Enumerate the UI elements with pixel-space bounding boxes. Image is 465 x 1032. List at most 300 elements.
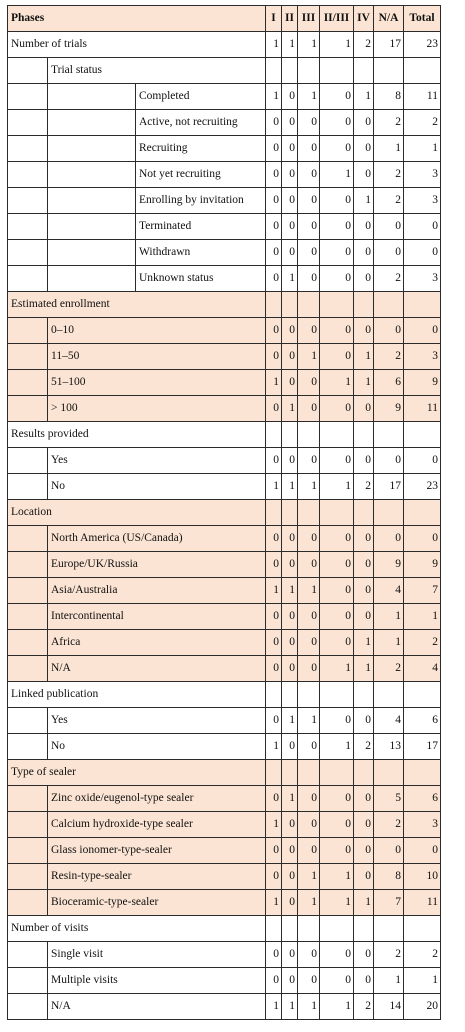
row-label: 0–10 [48,318,266,344]
value-cell [354,682,374,708]
value-cell: 0 [266,162,282,188]
value-cell: 0 [298,526,320,552]
value-cell: 11 [404,890,441,916]
value-cell: 0 [354,708,374,734]
value-cell: 0 [282,136,298,162]
table-row [8,448,441,474]
value-cell: 1 [298,474,320,500]
value-cell: 0 [266,942,282,968]
value-cell: 2 [354,994,374,1020]
indent-cell [8,448,48,474]
value-cell: 4 [374,578,404,604]
value-cell: 0 [266,604,282,630]
indent-cell [8,84,48,110]
value-cell: 0 [282,214,298,240]
value-cell: 0 [298,110,320,136]
row-label: Recruiting [136,136,266,162]
table-row [8,578,441,604]
value-cell [404,422,441,448]
row-label: North America (US/Canada) [48,526,266,552]
value-cell: 1 [266,474,282,500]
value-cell: 0 [298,786,320,812]
indent-cell [8,890,48,916]
row-label: No [48,734,266,760]
value-cell: 2 [354,734,374,760]
indent-cell [48,266,136,292]
value-cell [298,58,320,84]
value-cell [404,916,441,942]
value-cell [320,760,354,786]
value-cell [354,422,374,448]
table-row [8,162,441,188]
value-cell: 0 [266,708,282,734]
value-cell [282,58,298,84]
value-cell: 1 [404,136,441,162]
value-cell [404,682,441,708]
value-cell: 1 [404,968,441,994]
row-label: Location [8,500,266,526]
table-row [8,370,441,396]
indent-cell [8,162,48,188]
value-cell: 0 [320,942,354,968]
value-cell: 0 [266,318,282,344]
value-cell: 0 [298,396,320,422]
indent-cell [8,838,48,864]
value-cell: 0 [320,552,354,578]
value-cell [298,682,320,708]
value-cell: 0 [320,812,354,838]
row-label: Enrolling by invitation [136,188,266,214]
value-cell: 0 [282,812,298,838]
value-cell: 2 [354,474,374,500]
value-cell: 0 [266,188,282,214]
table-row [8,32,441,58]
value-cell: 2 [404,630,441,656]
value-cell: 0 [282,110,298,136]
value-cell [320,58,354,84]
indent-cell [8,786,48,812]
row-label: Bioceramic-type-sealer [48,890,266,916]
table-row [8,760,441,786]
value-cell: 3 [404,812,441,838]
value-cell: 0 [298,136,320,162]
value-cell: 6 [404,786,441,812]
value-cell [354,292,374,318]
value-cell: 1 [298,864,320,890]
value-cell: 0 [354,838,374,864]
value-cell: 0 [354,526,374,552]
value-cell: 0 [282,344,298,370]
table-row [8,656,441,682]
table-row [8,292,441,318]
value-cell: 1 [374,604,404,630]
value-cell: 0 [320,630,354,656]
table-row [8,786,441,812]
value-cell: 0 [298,318,320,344]
row-label: Unknown status [136,266,266,292]
value-cell: 2 [404,942,441,968]
value-cell: 0 [282,240,298,266]
table-row [8,942,441,968]
value-cell: 2 [354,32,374,58]
value-cell [374,422,404,448]
table-row [8,84,441,110]
value-cell: 0 [266,526,282,552]
value-cell: 0 [320,448,354,474]
value-cell: 0 [354,786,374,812]
indent-cell [48,136,136,162]
value-cell: 0 [298,370,320,396]
row-label: > 100 [48,396,266,422]
value-cell: 0 [282,942,298,968]
value-cell: 2 [374,266,404,292]
value-cell: 1 [298,708,320,734]
value-cell [404,500,441,526]
row-label: Terminated [136,214,266,240]
value-cell: 0 [298,240,320,266]
value-cell: 1 [320,890,354,916]
value-cell: 0 [404,240,441,266]
value-cell [354,916,374,942]
table-row [8,318,441,344]
value-cell: 1 [320,656,354,682]
value-cell: 0 [354,448,374,474]
value-cell: 6 [374,370,404,396]
value-cell [404,58,441,84]
value-cell: 1 [320,370,354,396]
value-cell: 0 [266,110,282,136]
table-row [8,526,441,552]
value-cell: 0 [266,968,282,994]
table-row [8,396,441,422]
value-cell: 0 [320,84,354,110]
value-cell: 0 [298,838,320,864]
row-label: Yes [48,708,266,734]
value-cell: 0 [320,110,354,136]
value-cell: 7 [404,578,441,604]
value-cell: 0 [320,240,354,266]
value-cell: 2 [404,110,441,136]
indent-cell [8,188,48,214]
value-cell: 0 [282,370,298,396]
value-cell: 0 [320,214,354,240]
value-cell: 1 [354,370,374,396]
value-cell [374,500,404,526]
value-cell: 0 [298,188,320,214]
indent-cell [8,318,48,344]
value-cell: 1 [266,370,282,396]
value-cell: 0 [354,396,374,422]
value-cell [266,292,282,318]
value-cell: 0 [266,344,282,370]
value-cell: 0 [298,162,320,188]
table-row [8,916,441,942]
indent-cell [8,266,48,292]
value-cell [374,292,404,318]
value-cell [374,760,404,786]
row-label: Completed [136,84,266,110]
value-cell: 0 [266,864,282,890]
value-cell: 0 [354,136,374,162]
value-cell [266,760,282,786]
value-cell: 2 [374,188,404,214]
value-cell [298,422,320,448]
table-row [8,136,441,162]
row-label: 11–50 [48,344,266,370]
value-cell: 4 [374,708,404,734]
value-cell: 0 [320,526,354,552]
row-label: Europe/UK/Russia [48,552,266,578]
value-cell: 1 [298,994,320,1020]
value-cell: 0 [320,708,354,734]
row-label: Linked publication [8,682,266,708]
indent-cell [8,942,48,968]
value-cell: 0 [298,448,320,474]
indent-cell [8,58,48,84]
value-cell: 0 [374,240,404,266]
value-cell [374,916,404,942]
value-cell: 0 [266,136,282,162]
value-cell: 0 [298,214,320,240]
value-cell [320,292,354,318]
value-cell: 1 [298,32,320,58]
table-row [8,604,441,630]
value-cell: 1 [354,84,374,110]
value-cell: 0 [404,526,441,552]
value-cell [266,58,282,84]
value-cell: 0 [354,864,374,890]
indent-cell [8,968,48,994]
value-cell: 8 [374,864,404,890]
row-label: Resin-type-sealer [48,864,266,890]
value-cell: 0 [266,552,282,578]
value-cell: 2 [374,942,404,968]
value-cell: 2 [374,110,404,136]
value-cell [354,58,374,84]
indent-cell [8,734,48,760]
value-cell: 0 [282,630,298,656]
table-row [8,968,441,994]
value-cell [282,500,298,526]
value-cell: 0 [354,110,374,136]
header-cell: II/III [320,6,354,32]
value-cell: 23 [404,474,441,500]
row-label: Calcium hydroxide-type sealer [48,812,266,838]
value-cell: 1 [320,864,354,890]
value-cell [266,916,282,942]
indent-cell [48,84,136,110]
value-cell [266,682,282,708]
indent-cell [8,396,48,422]
value-cell: 0 [320,604,354,630]
value-cell: 0 [282,604,298,630]
value-cell: 0 [354,604,374,630]
value-cell: 1 [266,994,282,1020]
value-cell: 0 [354,266,374,292]
table-row [8,734,441,760]
header-cell: IV [354,6,374,32]
value-cell [298,760,320,786]
value-cell: 1 [266,32,282,58]
indent-cell [8,474,48,500]
header-cell: I [266,6,282,32]
value-cell: 9 [404,370,441,396]
value-cell: 0 [320,396,354,422]
value-cell: 0 [266,838,282,864]
value-cell: 1 [374,968,404,994]
value-cell: 1 [282,994,298,1020]
value-cell: 0 [320,266,354,292]
value-cell: 0 [298,266,320,292]
indent-cell [8,526,48,552]
value-cell [298,500,320,526]
table-row [8,838,441,864]
table-row [8,552,441,578]
value-cell: 0 [266,448,282,474]
value-cell [282,916,298,942]
table-row [8,474,441,500]
value-cell: 9 [374,552,404,578]
indent-cell [8,708,48,734]
row-label: Active, not recruiting [136,110,266,136]
row-label: Withdrawn [136,240,266,266]
row-label: Asia/Australia [48,578,266,604]
value-cell: 0 [354,968,374,994]
value-cell: 0 [354,214,374,240]
row-label: 51–100 [48,370,266,396]
value-cell: 0 [320,786,354,812]
value-cell: 0 [282,188,298,214]
value-cell [282,292,298,318]
table-row [8,994,441,1020]
value-cell [282,760,298,786]
value-cell: 0 [266,214,282,240]
indent-cell [8,578,48,604]
value-cell: 1 [282,266,298,292]
value-cell: 1 [266,578,282,604]
value-cell: 1 [320,32,354,58]
value-cell: 0 [266,786,282,812]
value-cell: 0 [320,188,354,214]
indent-cell [8,110,48,136]
value-cell: 13 [374,734,404,760]
table-row [8,266,441,292]
value-cell: 0 [282,448,298,474]
table-row [8,500,441,526]
value-cell: 3 [404,188,441,214]
value-cell: 0 [282,552,298,578]
value-cell: 14 [374,994,404,1020]
row-label: Glass ionomer-type-sealer [48,838,266,864]
value-cell: 0 [298,734,320,760]
value-cell: 1 [266,890,282,916]
table-row [8,58,441,84]
value-cell: 3 [404,266,441,292]
value-cell: 0 [354,162,374,188]
row-label: Multiple visits [48,968,266,994]
value-cell: 1 [354,344,374,370]
value-cell: 3 [404,344,441,370]
indent-cell [8,864,48,890]
value-cell: 0 [374,448,404,474]
indent-cell [8,630,48,656]
value-cell: 17 [404,734,441,760]
value-cell: 1 [266,84,282,110]
value-cell: 1 [282,708,298,734]
indent-cell [8,812,48,838]
value-cell [266,500,282,526]
value-cell: 1 [374,630,404,656]
table-row [8,214,441,240]
table-row [8,188,441,214]
value-cell: 8 [374,84,404,110]
value-cell: 0 [320,968,354,994]
value-cell: 1 [282,786,298,812]
value-cell: 1 [404,604,441,630]
value-cell: 9 [404,552,441,578]
value-cell: 0 [266,266,282,292]
row-label: No [48,474,266,500]
value-cell: 0 [298,552,320,578]
table-row [8,708,441,734]
value-cell: 7 [374,890,404,916]
row-label: Zinc oxide/eugenol-type sealer [48,786,266,812]
value-cell: 0 [282,526,298,552]
row-label: Number of trials [8,32,266,58]
indent-cell [48,188,136,214]
value-cell: 0 [282,864,298,890]
value-cell: 0 [282,838,298,864]
value-cell: 1 [354,890,374,916]
header-cell: II [282,6,298,32]
value-cell: 0 [266,656,282,682]
value-cell: 0 [298,630,320,656]
row-label: Trial status [48,58,266,84]
table-row [8,110,441,136]
value-cell: 0 [354,578,374,604]
value-cell [282,682,298,708]
value-cell: 1 [354,656,374,682]
row-label: Type of sealer [8,760,266,786]
value-cell: 0 [320,318,354,344]
value-cell: 1 [282,396,298,422]
row-label: Number of visits [8,916,266,942]
value-cell: 1 [282,32,298,58]
value-cell: 2 [374,656,404,682]
value-cell [354,760,374,786]
value-cell [266,422,282,448]
indent-cell [8,604,48,630]
value-cell [374,58,404,84]
value-cell: 0 [354,942,374,968]
value-cell: 0 [266,630,282,656]
value-cell: 0 [298,656,320,682]
indent-cell [8,656,48,682]
header-cell: N/A [374,6,404,32]
value-cell: 1 [282,578,298,604]
value-cell: 0 [266,396,282,422]
value-cell: 0 [404,318,441,344]
value-cell: 0 [266,240,282,266]
value-cell: 1 [320,162,354,188]
value-cell [282,422,298,448]
value-cell: 11 [404,84,441,110]
value-cell [298,916,320,942]
header-row [8,6,441,32]
value-cell: 0 [404,214,441,240]
value-cell: 1 [374,136,404,162]
value-cell: 1 [266,812,282,838]
